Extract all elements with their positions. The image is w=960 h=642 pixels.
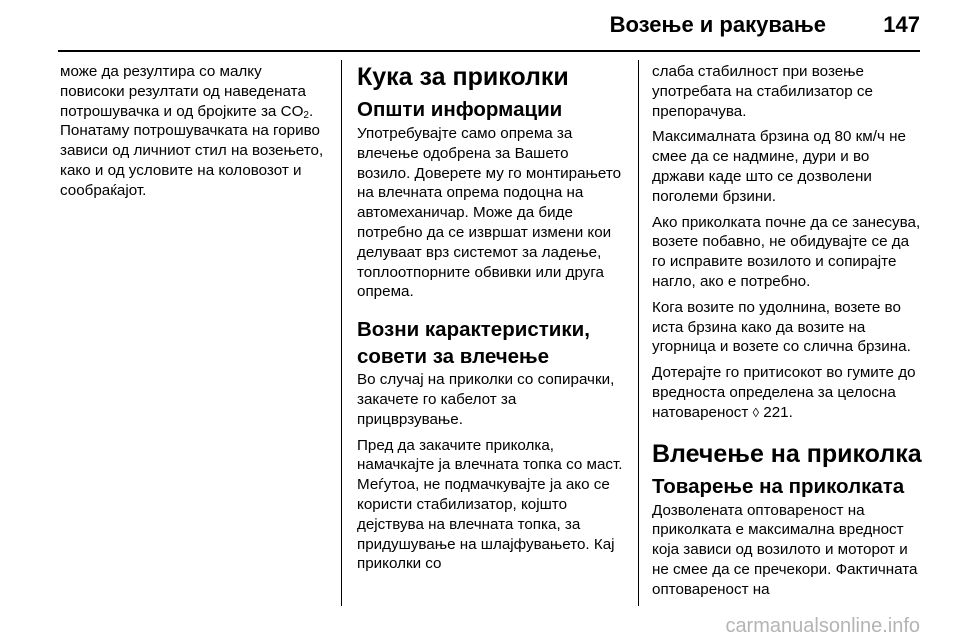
body-paragraph: Дотерајте го притисокот во гумите до вредноста определена за целосна натовареност ◊ 221. — [652, 364, 916, 421]
body-paragraph: Кога возите по удолнина, возете во иста брзина како да возите на угорница и возете со слична брзина. — [652, 298, 911, 356]
subsection-heading: Општи информации — [357, 98, 563, 121]
body-paragraph: Пред да закачите приколка, намачкајте ја влечната топка со маст. Меѓутоа, не подмачкувајте ја ако се користи стабилизатор, којшто дејствува на влечната топка, за придушување на шлајфувањето. Кај приколки со — [357, 436, 623, 573]
body-paragraph: Дозволената оптовареност на приколката е максимална вредност која зависи од возилото и моторот и не смее да се пречекори. Фактичната оптовареност на — [652, 501, 918, 598]
body-paragraph: слаба стабилност при возење употребата на стабилизатор се препорачува. — [652, 63, 873, 120]
body-paragraph: може да резултира со малку повисоки резултати од наведената потрошувачка и од бројките за $CO_2$. Понатаму потрошувачката на гориво зависи од личниот стил на возењето, како и од условите на коловозот и сообраќајот. — [60, 63, 324, 199]
body-paragraph: Ако приколката почне да се занесува, возете побавно, не обидувајте се да го исправите возилото и сопирајте нагло, ако е потребно. — [652, 213, 921, 290]
column-2 — [357, 62, 625, 612]
column-divider-2 — [638, 60, 639, 606]
body-paragraph: Употребувајте само опрема за влечење одобрена за Вашето возило. Доверете му го монтирањето на влечната опрема подоцна на автомеханичар. Може да биде потребно да се извршат измени кои делуваат врз системот за ладење, топлоотпорните обвивки или друга опрема. — [357, 125, 622, 301]
page-number: 147 — [883, 12, 920, 37]
header-rule — [58, 50, 920, 52]
body-paragraph: Максималната брзина од 80 км/ч не смее да се надмине, дури и во држави каде што се дозволени поголеми брзини. — [652, 128, 906, 205]
page-reference-link[interactable]: 221. — [759, 403, 793, 421]
subscript: 2 — [303, 109, 309, 121]
column-divider-1 — [341, 60, 342, 606]
column-3 — [652, 62, 924, 612]
watermark: carmanualsonline.info — [725, 615, 920, 637]
section-heading: Кука за приколки — [357, 63, 569, 91]
subsection-heading: Возни карактеристики, совети за влечење — [357, 318, 590, 369]
column-1 — [60, 62, 328, 612]
subsection-heading: Товарење на приколката — [652, 474, 905, 498]
page-reference-icon[interactable]: ◊ — [752, 404, 760, 420]
header-title: Возење и ракување — [609, 12, 826, 37]
section-heading: Влечење на приколка — [652, 439, 922, 468]
body-paragraph: Во случај на приколки со сопирачки, закачете го кабелот за прицврзување. — [357, 371, 615, 428]
